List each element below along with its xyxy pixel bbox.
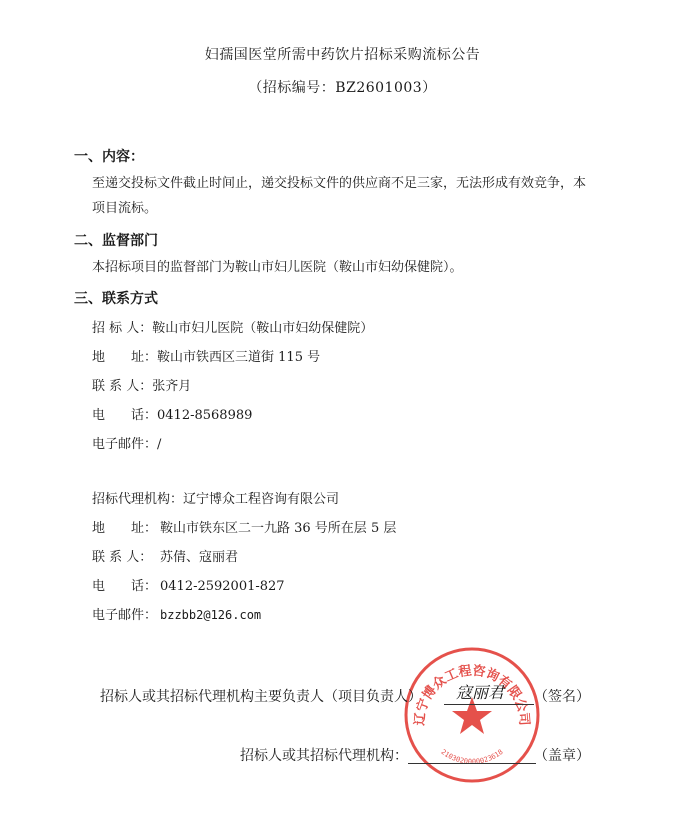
phone-label: 电 话： [92, 408, 158, 423]
contact-label: 联 系 人： [92, 379, 153, 394]
agency-value: 辽宁博众工程咨询有限公司 [183, 492, 340, 507]
agency-label: 招标代理机构： [92, 492, 184, 507]
seal-text: 辽宁博众工程咨询有限公司 [412, 663, 532, 727]
handwritten-signature: 寇丽君 [456, 683, 505, 702]
agency-phone-row [92, 575, 285, 594]
bid-number: （招标编号：BZ2601003） [248, 80, 437, 96]
agency-contact-value: 苏倩、寇丽君 [160, 550, 239, 565]
document-title: 妇孺国医堂所需中药饮片招标采购流标公告 [204, 47, 481, 63]
agency-email-row [92, 604, 261, 623]
email-value: / [157, 437, 162, 452]
tenderer-email-row [92, 433, 161, 452]
tenderer-contact-row [92, 375, 191, 394]
seal-underline [408, 763, 536, 764]
agency-phone-value: 0412-2592001-827 [160, 579, 285, 594]
section-supervision-heading: 二、监督部门 [74, 233, 158, 249]
section-contact-heading: 三、联系方式 [74, 291, 158, 307]
agency-address-label: 地 址： [92, 521, 158, 536]
signature-suffix: （签名） [534, 689, 590, 705]
agency-address-value: 鞍山市铁东区二一九路 36 号所在层 5 层 [160, 521, 397, 536]
agency-phone-label: 电 话： [92, 579, 158, 594]
seal-suffix: （盖章） [534, 748, 590, 764]
address-value: 鞍山市铁西区三道街 115 号 [157, 350, 321, 365]
signature-underline [444, 704, 534, 705]
address-label: 地 址： [92, 350, 158, 365]
agency-email-value: bzzbb2@126.com [160, 608, 262, 622]
agency-address-row [92, 517, 396, 536]
agency-email-label: 电子邮件： [92, 608, 158, 623]
content-line-2: 项目流标。 [92, 201, 158, 216]
agency-contact-row [92, 546, 238, 565]
phone-value: 0412-8568989 [157, 408, 253, 423]
seal-number: 2103020000023618 [439, 747, 505, 766]
seal-label: 招标人或其招标代理机构： [240, 748, 408, 764]
supervision-text: 本招标项目的监督部门为鞍山市妇儿医院（鞍山市妇幼保健院）。 [92, 260, 463, 275]
agency-row [92, 488, 339, 507]
email-label: 电子邮件： [92, 437, 158, 452]
content-line-1: 至递交投标文件截止时间止，递交投标文件的供应商不足三家，无法形成有效竞争，本 [92, 176, 587, 191]
company-seal [402, 645, 542, 785]
tenderer-value: 鞍山市妇儿医院（鞍山市妇幼保健院） [152, 321, 374, 336]
signature-label: 招标人或其招标代理机构主要负责人（项目负责人） [100, 689, 422, 705]
tenderer-phone-row [92, 404, 252, 423]
contact-value: 张齐月 [152, 379, 192, 394]
tenderer-row [92, 317, 373, 336]
tenderer-address-row [92, 346, 320, 365]
tenderer-label: 招 标 人： [92, 321, 153, 336]
agency-contact-label: 联 系 人： [92, 550, 153, 565]
section-content-heading: 一、内容： [74, 149, 144, 165]
